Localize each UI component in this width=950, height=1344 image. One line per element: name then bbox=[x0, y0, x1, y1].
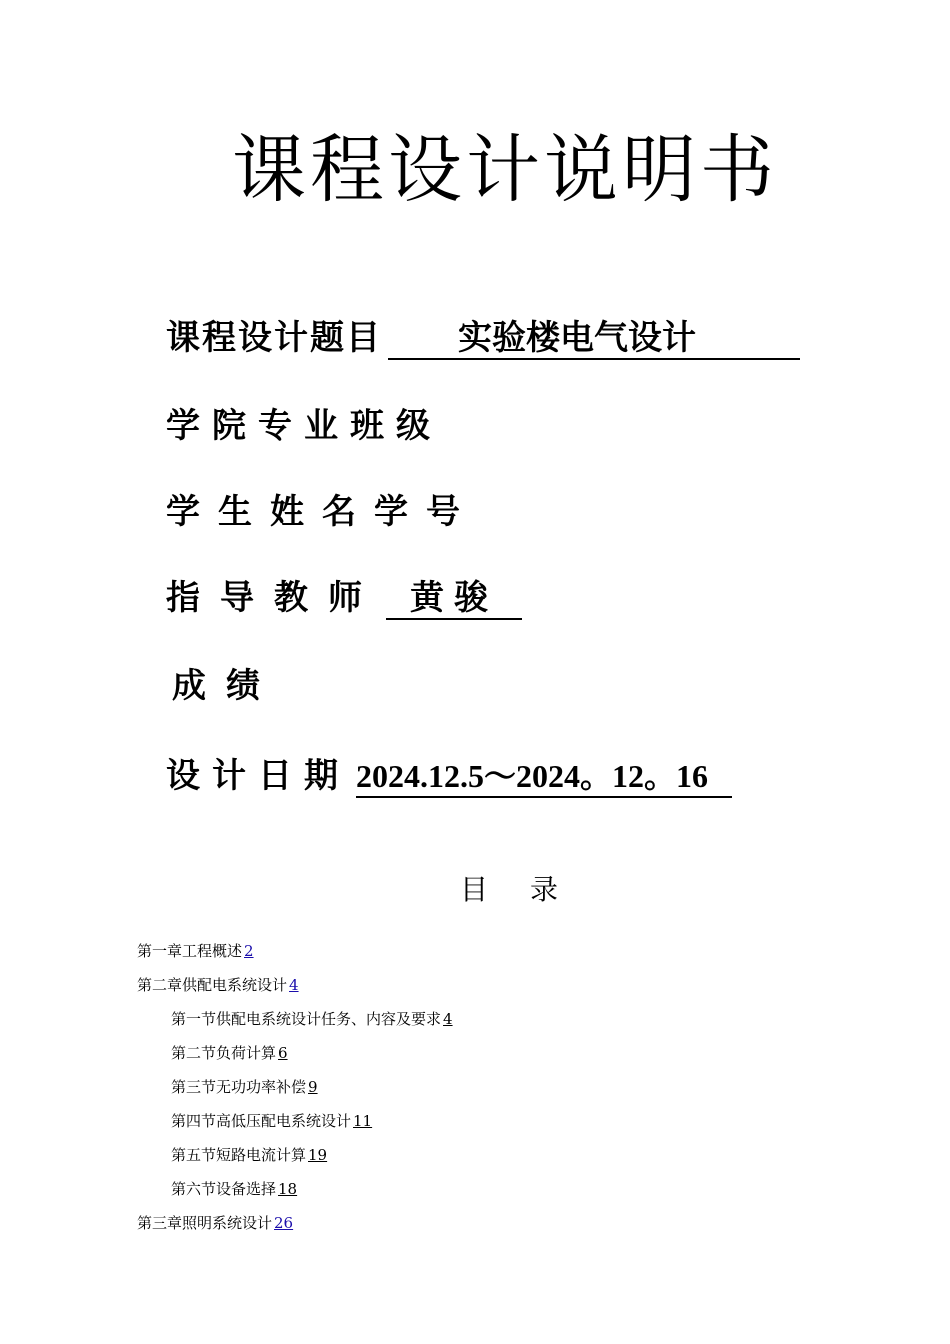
date-label: 设计日期 bbox=[166, 756, 350, 796]
toc-page-link[interactable]: 4 bbox=[289, 976, 299, 994]
toc-item-text: 第六节设备选择 bbox=[171, 1180, 277, 1198]
topic-label: 课程设计题目 bbox=[166, 318, 382, 358]
toc-item[interactable] bbox=[171, 1042, 288, 1064]
topic-field bbox=[166, 316, 800, 360]
student-field bbox=[166, 490, 478, 534]
toc-item-text: 第五节短路电流计算 bbox=[171, 1146, 307, 1164]
toc-item[interactable] bbox=[171, 1076, 318, 1098]
toc-page-link[interactable]: 19 bbox=[308, 1146, 328, 1164]
toc-page-link[interactable]: 11 bbox=[353, 1112, 373, 1130]
toc-item-text: 第一节供配电系统设计任务、内容及要求 bbox=[171, 1010, 442, 1028]
topic-value-line bbox=[388, 318, 800, 360]
toc-item-text: 第二节负荷计算 bbox=[171, 1044, 277, 1062]
toc-page-link[interactable]: 4 bbox=[443, 1010, 453, 1028]
advisor-value: 黄骏 bbox=[386, 578, 522, 620]
toc-item-text: 第一章工程概述 bbox=[137, 942, 243, 960]
college-field bbox=[166, 404, 442, 448]
grade-label: 成绩 bbox=[172, 666, 280, 706]
toc-item-text: 第四节高低压配电系统设计 bbox=[171, 1112, 352, 1130]
toc-page-link[interactable]: 2 bbox=[244, 942, 254, 960]
topic-value: 实验楼电气设计 bbox=[458, 318, 696, 358]
document-title: 课程设计说明书 bbox=[232, 127, 778, 213]
toc-item[interactable] bbox=[137, 940, 254, 962]
advisor-label: 指导教师 bbox=[166, 578, 382, 618]
toc-page-link[interactable]: 26 bbox=[274, 1214, 294, 1232]
toc-item-text: 第三节无功功率补偿 bbox=[171, 1078, 307, 1096]
toc-title: 目录 bbox=[460, 873, 601, 906]
toc-item[interactable] bbox=[137, 974, 299, 996]
toc-item-text: 第三章照明系统设计 bbox=[137, 1214, 273, 1232]
toc-item[interactable] bbox=[171, 1110, 372, 1132]
toc-item[interactable] bbox=[171, 1008, 453, 1030]
toc-page-link[interactable]: 9 bbox=[308, 1078, 318, 1096]
toc-item-text: 第二章供配电系统设计 bbox=[137, 976, 288, 994]
toc-page-link[interactable]: 6 bbox=[278, 1044, 288, 1062]
toc-item[interactable] bbox=[171, 1144, 327, 1166]
college-label: 学院专业班级 bbox=[166, 406, 442, 446]
date-value: 2024.12.5～2024。12。16 bbox=[356, 756, 732, 798]
advisor-field bbox=[166, 576, 522, 620]
student-label: 学生姓名学号 bbox=[166, 492, 478, 532]
date-field bbox=[166, 754, 732, 798]
toc-page-link[interactable]: 18 bbox=[278, 1180, 298, 1198]
toc-item[interactable] bbox=[137, 1212, 293, 1234]
toc-item[interactable] bbox=[171, 1178, 297, 1200]
grade-field bbox=[172, 664, 280, 708]
